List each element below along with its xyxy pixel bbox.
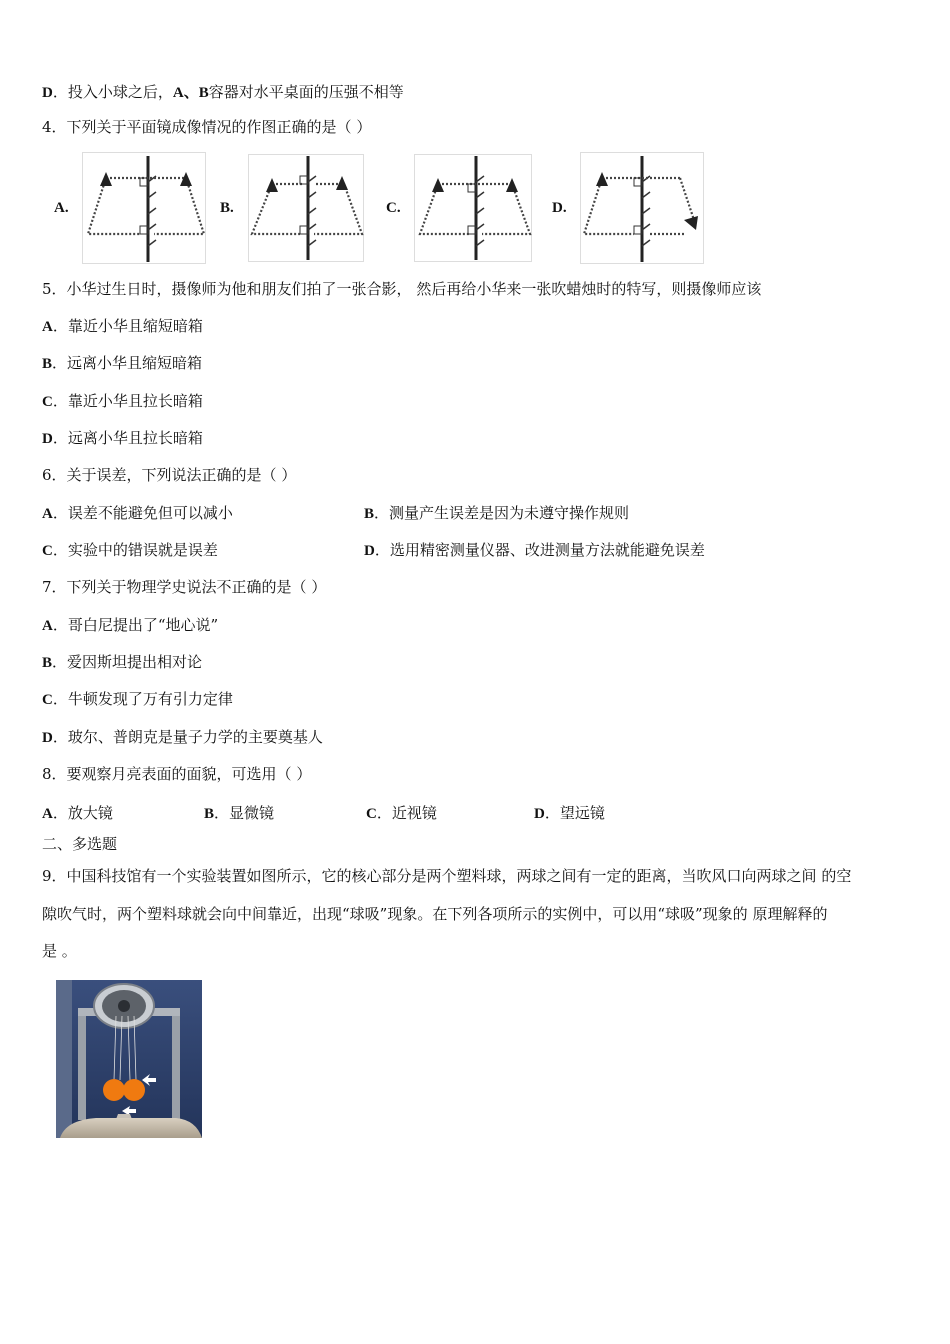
q5-option-c: [42, 391, 203, 412]
section-heading: 二、多选题: [42, 835, 118, 853]
mirror-figure-c: [414, 154, 532, 262]
option-text: ．靠近小华且拉长暗箱: [52, 392, 203, 410]
q5-option-b: [42, 353, 202, 374]
option-tail: 容器对水平桌面的压强不相等: [208, 83, 404, 101]
mirror-figure-b: [248, 154, 364, 262]
q7-option-a: [42, 615, 218, 636]
q6-option-d: [364, 540, 705, 561]
option-letter: A: [42, 319, 53, 335]
option-text: ．靠近小华且缩短暗箱: [52, 317, 203, 335]
q5-option-a: [42, 316, 203, 337]
option-letter: C: [42, 543, 53, 559]
q8-option-c: [366, 803, 437, 824]
q6-option-c: [42, 540, 218, 561]
q5-stem: 5．小华过生日时，摄像师为他和朋友们拍了一张合影， 然后再给小华来一张吹蜡烛时的特写，则摄像师应该: [42, 280, 762, 298]
option-text: ．牛顿发现了万有引力定律: [52, 690, 233, 708]
option-text: ．玻尔、普朗克是量子力学的主要奠基人: [52, 728, 323, 746]
q8-stem: 8．要观察月亮表面的面貌，可选用（ ）: [42, 765, 312, 783]
q7-option-c: [42, 689, 233, 710]
fig-label-b: B.: [220, 200, 234, 216]
q6-option-a: [42, 503, 233, 524]
q7-stem: 7．下列关于物理学史说法不正确的是（ ）: [42, 578, 327, 596]
option-text: ．放大镜: [52, 804, 113, 822]
option-text: ．远离小华且拉长暗箱: [52, 429, 203, 447]
option-letter: D: [534, 806, 545, 822]
option-text: ．实验中的错误就是误差: [52, 541, 218, 559]
q9-line-3: 是 。: [42, 942, 77, 960]
option-letter: D: [42, 85, 53, 101]
option-letter: B: [364, 506, 375, 522]
option-text: ．测量产生误差是因为未遵守操作规则: [374, 504, 630, 522]
mirror-figure-d: [580, 152, 704, 264]
option-text: ．显微镜: [214, 804, 275, 822]
fig-label-d: D.: [552, 200, 567, 216]
option-text: ．投入小球之后，: [52, 83, 173, 101]
q4-stem: 4．下列关于平面镜成像情况的作图正确的是（ ）: [42, 118, 372, 136]
option-letter: C: [366, 806, 377, 822]
option-letter: C: [42, 394, 53, 410]
option-text: ．爱因斯坦提出相对论: [52, 653, 203, 671]
option-bold-mid: A、B: [172, 85, 209, 101]
q7-option-b: [42, 652, 202, 673]
option-letter: A: [42, 506, 53, 522]
q8-option-b: [204, 803, 274, 824]
option-text: ．哥白尼提出了“地心说”: [52, 616, 219, 634]
q8-option-d: [534, 803, 605, 824]
option-letter: B: [204, 806, 215, 822]
q6-stem: 6．关于误差，下列说法正确的是（ ）: [42, 466, 297, 484]
fig-label-a: A.: [54, 200, 69, 216]
option-letter: D: [42, 730, 53, 746]
option-letter: D: [364, 543, 375, 559]
option-letter: C: [42, 692, 53, 708]
option-letter: D: [42, 431, 53, 447]
option-text: ．远离小华且缩短暗箱: [52, 354, 203, 372]
q5-option-d: [42, 428, 203, 449]
q9-line-2: 隙吹气时，两个塑料球就会向中间靠近，出现“球吸”现象。在下列各项所示的实例中，可以用“球吸”现象的 原理解释的: [42, 905, 828, 923]
option-letter: B: [42, 655, 53, 671]
option-text: ．选用精密测量仪器、改进测量方法就能避免误差: [374, 541, 705, 559]
q7-option-d: [42, 727, 323, 748]
experiment-photo: [56, 980, 202, 1138]
option-text: ．误差不能避免但可以减小: [52, 504, 233, 522]
q9-line-1: 9．中国科技馆有一个实验装置如图所示，它的核心部分是两个塑料球，两球之间有一定的距离，当吹风口向两球之间 的空: [42, 867, 852, 885]
mirror-figure-a: [82, 152, 206, 264]
option-text: ．望远镜: [544, 804, 605, 822]
q6-option-b: [364, 503, 629, 524]
option-letter: A: [42, 806, 53, 822]
fig-label-c: C.: [386, 200, 401, 216]
option-letter: B: [42, 356, 53, 372]
option-text: ．近视镜: [376, 804, 437, 822]
q8-option-a: [42, 803, 113, 824]
q3-option-d: [42, 82, 404, 103]
option-letter: A: [42, 618, 53, 634]
